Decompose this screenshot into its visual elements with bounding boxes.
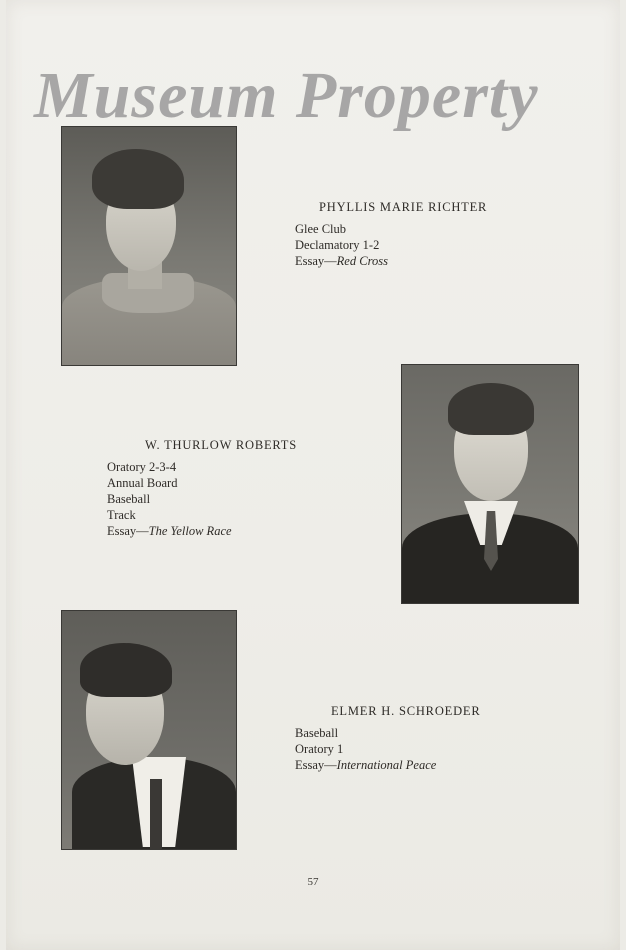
activity-item: Declamatory 1-2 — [295, 238, 380, 252]
museum-property-watermark: Museum Property — [34, 59, 539, 132]
student-name: PHYLLIS MARIE RICHTER — [319, 200, 488, 214]
essay-item: Essay—International Peace — [295, 758, 437, 772]
activity-item: Oratory 2-3-4 — [107, 460, 177, 474]
page-number: 57 — [307, 876, 319, 888]
activity-item: Annual Board — [107, 476, 178, 490]
activity-item: Oratory 1 — [295, 742, 344, 756]
essay-item: Essay—The Yellow Race — [107, 524, 232, 538]
activity-item: Track — [107, 508, 136, 522]
student-entry-elmer-schroeder — [295, 703, 480, 773]
activity-item: Glee Club — [295, 222, 347, 236]
essay-item: Essay—Red Cross — [295, 254, 388, 268]
student-entry-thurlow-roberts — [107, 437, 297, 539]
student-name: ELMER H. SCHROEDER — [331, 704, 481, 718]
student-entry-phyllis-richter — [295, 199, 487, 269]
activity-item: Baseball — [295, 726, 339, 740]
activity-item: Baseball — [107, 492, 151, 506]
student-name: W. THURLOW ROBERTS — [145, 438, 297, 452]
portrait-photo-thurlow-roberts — [401, 364, 579, 604]
portrait-photo-phyllis-richter — [61, 126, 237, 366]
portrait-photo-elmer-schroeder — [61, 610, 237, 850]
